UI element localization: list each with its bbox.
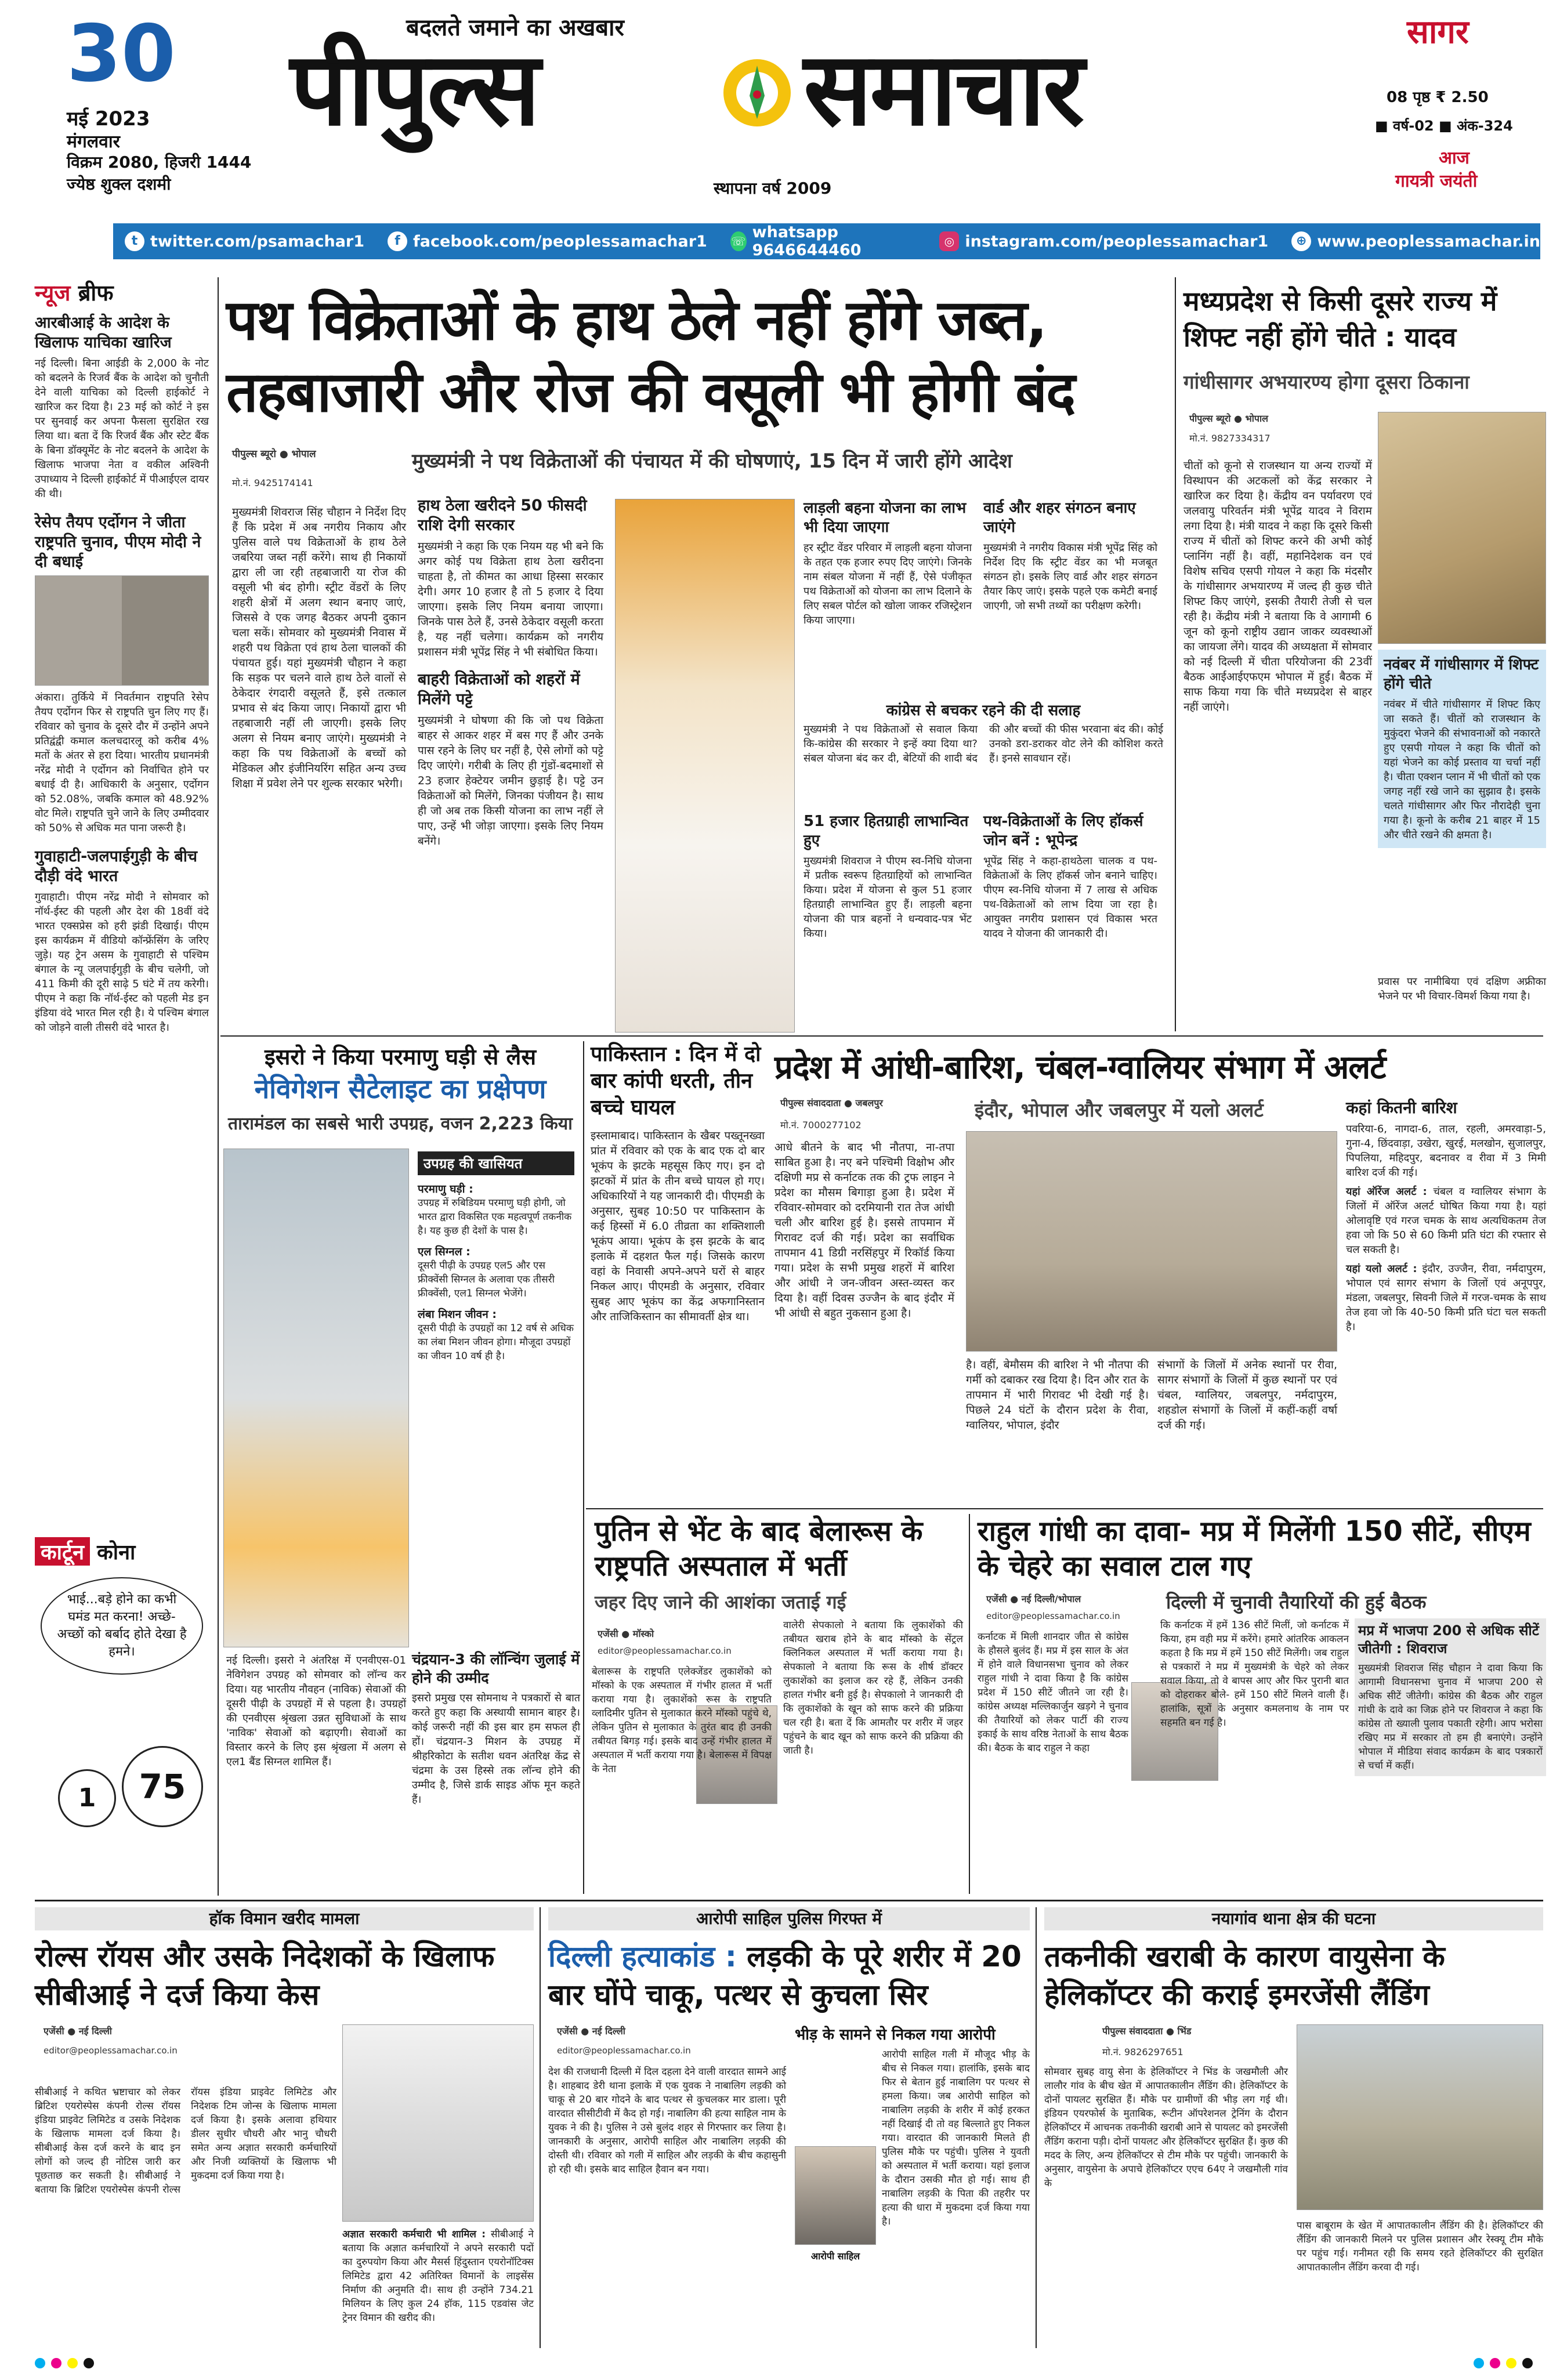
pakistan-headline: पाकिस्तान : दिन में दो बार कांपी धरती, तीन बच्चे घायल [591,1042,761,1120]
coin-big [122,1746,203,1827]
storm-mobile: मो.नं. 7000277102 [780,1120,862,1131]
lead-sub7-text: भूपेंद्र सिंह ने कहा-हाथठेला चालक व पथ-विक्रेताओं के लिए हॉकर्स जोन बनाने चाहिए। पीएम स्व-निधि योजना में 7 लाख से अधिक पथ-विक्रेताओं को लाभ दिया जा रहा है। आयुक्त नगरीय प्रशासन एवं विकास भरत यादव ने योजना की जानकारी दी। [983,855,1157,940]
orange-alert [1346,1184,1546,1257]
registration-dot [1522,2358,1533,2368]
registration-marks-left [35,2358,94,2368]
yellow-alert [1346,1262,1546,1334]
cartoon-corner [35,1537,209,1897]
social-facebook-text: facebook.com/peoplessamachar1 [413,232,707,251]
today-label: आज [1439,148,1469,168]
cartoon-title-a: कार्टून [35,1537,90,1566]
chief-minister-photo [615,499,795,1033]
social-web-text: www.peoplessamachar.in [1317,232,1540,251]
cartoon-bubble: भाई...बड़े होने का कभी घमंड मत करना! अच्छे-अच्छों को बर्बाद होते देखा है हमने। [41,1577,203,1675]
column-divider [218,277,219,1896]
cartoon-title [35,1537,209,1566]
orange-alert-text: चंबल व ग्वालियर संभाग के जिलों में ऑरेंज अलर्ट घोषित किया गया है। यहां ओलावृष्टि एवं गरज चमक के साथ अत्यधिकतम तेज हवा जो कि 50 से 60 किमी प्रति घंटा की रफ्तार से चल सकती है। [1346,1186,1546,1256]
delhi-kicker [548,1907,1030,1930]
brief-item-head: आरबीआई के आदेश के खिलाफ याचिका खारिज [35,314,172,352]
registration-dot [51,2358,61,2368]
lead-mobile: मो.नं. 9425174141 [232,477,313,488]
social-bar [113,223,1540,259]
lead-sub5-head: कांग्रेस से बचकर रहने की दी सलाह [886,702,1081,719]
coin-big-label: 75 [139,1767,186,1806]
lead-col6 [983,812,1157,941]
lead-sub2-head: बाहरी विक्रेताओं को शहरों में मिलेंगे पट्टे [418,671,580,708]
lead-sub4-text: मुख्यमंत्री ने नगरीय विकास मंत्री भूपेंद्र सिंह को निर्देश दिए कि स्ट्रीट वेंडर का भी मजबूत संगठन हो। इसके लिए वार्ड और शहर संगठन तैयार किए जाएं। इसके पहले एक कमेटी बनाई जाएगी, जो सभी तथ्यों का परीक्षण करेगी। [983,542,1157,612]
delhi-email: editor@peoplessamachar.co.in [557,2045,691,2056]
masthead [0,0,1560,220]
brief-item-head: रेसेप तैयप एर्दोगन ने जीता राष्ट्रपति चुनाव, पीएम मोदी ने दी बधाई [35,513,201,571]
social-facebook[interactable] [388,231,707,251]
rolls-kicker [35,1907,534,1930]
rahul-byline-text: एजेंसी ● नई दिल्ली/भोपाल [986,1593,1081,1604]
lead-col2 [418,496,603,849]
chandrayaan-head: चंद्रयान-3 की लॉन्चिंग जुलाई में होने की उम्मीद [412,1651,580,1686]
twitter-icon: t [125,231,144,251]
lead-sub6-head: 51 हजार हितग्राही लाभान्वित हुए [803,813,969,849]
storm-text1: आधे बीतने के बाद भी नौतपा, ना-तपा साबित हुआ है। नए बने पश्चिमी विक्षोभ और दक्षिणी मप्र से कर्नाटक तक की ट्रफ लाइन ने प्रदेश का मौसम बिगाड़ा हुआ है। प्रदेश में रविवार-सोमवार को दरमियानी रात तेज आंधी चली और बारिश हुई है। इससे तापमान में गिरावट दर्ज की गई। प्रदेश का सर्वाधिक तापमान 41 डिग्री नरसिंहपुर में रिकॉर्ड किया गया। प्रदेश के सभी प्रमुख शहरों में बारिश और आंधी ने जन-जीवन अस्त-व्यस्त कर दिया है। वहीं दिवस उज्जैन के बाद इंदौर में भी आंधी से बहुत नुकसान हुआ है। [774,1141,954,1320]
horizontal-rule [220,1035,1543,1037]
social-whatsapp-text: whatsapp 9646644460 [752,223,862,259]
putin-text1: बेलारूस के राष्ट्रपति एलेक्जेंडर लुकाशेंको को मॉस्को के एक अस्पताल में गंभीर हालत में भर्ती कराया गया है। लुकाशेंको रूस के राष्ट्रपति व्लादिमीर पुतिन से मुलाकात करने मॉस्को पहुंचे थे, लेकिन पुतिन से मुलाकात के तुरंत बाद ही उनकी तबीयत बिगड़ गई। इसके बाद उन्हें गंभीर हालत में अस्पताल में भर्ती कराया गया है। बेलारूस में विपक्ष के नेता [592,1666,772,1775]
brief-item-text: नई दिल्ली। बिना आईडी के 2,000 के नोट को बदलने के रिजर्व बैंक के आदेश को चुनौती देने वाली याचिका को दिल्ली हाईकोर्ट ने खारिज कर दिया है। 23 मई को कोर्ट ने इस पर सुनवाई कर अपना फैसला सुरक्षित रख लिया था। बता दें कि रिजर्व बैंक और स्टेट बैंक के बिना डॉक्यूमेंट के नोट बदलने के आदेश के खिलाफ भाजपा नेता व वकील अश्विनी उपाध्याय ने दिल्ली हाईकोर्ट में पीआईएल दायर की थी। [35,357,209,500]
isro-point-text: उपग्रह में रुबिडियम परमाणु घड़ी होगी, जो भारत द्वारा विकसित एक महत्वपूर्ण तकनीक है। यह कुछ ही देशों के पास है। [418,1197,572,1237]
horizontal-rule [35,1900,1543,1901]
lead-headline: पथ विक्रेताओं के हाथ ठेले नहीं होंगे जब्त, तहबाजारी और रोज की वसूली भी होगी बंद [226,288,1075,425]
putin-headline: पुतिन से भेंट के बाद बेलारूस के राष्ट्रपति अस्पताल में भर्ती [595,1515,923,1582]
rolls-byline [44,2024,218,2056]
brief-title-b: ब्रीफ [78,280,114,306]
rocket-launch-photo [223,1149,409,1647]
accused-caption: आरोपी साहिल [810,2251,860,2262]
lead-sub6-text: मुख्यमंत्री शिवराज ने पीएम स्व-निधि योजना में प्रतीक स्वरूप हितग्राहियों को लाभान्वित किया। प्रदेश में योजना से कुल 51 हजार हितग्राही लाभान्वित हुए हैं। लाड़ली बहना योजना की पात्र बहनों ने धन्यवाद-पत्र भेंट किया। [803,855,972,940]
lead-sub4-head: वार्ड और शहर संगठन बनाए जाएंगे [983,499,1136,536]
rain-box-text: पवरिया-6, नागदा-6, ताल, रहली, अमरवाड़ा-5, गुना-4, छिंदवाड़ा, उखेरा, खुरई, मलखोन, सुजालपुर, पिपलिया, महिदपुर, बदनावर व रीवा में 3 मिमी बारिश दर्ज की गई। [1346,1123,1546,1179]
heli-mobile: मो.नं. 9826297651 [1102,2046,1183,2057]
column-divider [583,1041,584,1894]
cheetah-box [1378,650,1546,848]
lead-sub3-text: हर स्ट्रीट वेंडर परिवार में लाड़ली बहना योजना के तहत एक हजार रुपए दिए जाएंगे। जिनके नाम संबल योजना में नहीं हैं, ऐसे पंजीकृत पथ विक्रेताओं को योजना का लाभ दिलाने के लिए सबल पोर्टल को खोला जाकर रजिस्ट्रेशन किया जाएगा। [803,542,972,626]
web-icon: ⊕ [1291,231,1311,251]
cheetah-col1: चीतों को कूनो से राजस्थान या अन्य राज्यों में विस्थापन की अटकलों को केंद्र सरकार ने खारिज कर दिया है। केंद्रीय वन पर्यावरण एवं जलवायु परिवर्तन मंत्री भूपेंद्र यादव ने विराम लगा दिया है। मंत्री यादव ने कहा कि दूसरे किसी राज्य में चीतों को शिफ्ट करने की अभी कोई प्लानिंग नहीं है। वहीं, महानिदेशक वन एवं विशेष सचिव एसपी गोयल ने कहा कि मंदसौर के गांधीसागर अभयारण्य में जल्द ही कुछ चीते शिफ्ट किए जाएंगे, इसकी तैयारी तेजी से चल रही है। केंद्रीय मंत्री ने बताया कि वे आगामी 6 जून को कूनो राष्ट्रीय उद्यान जाकर व्यवस्थाओं का जायजा लेंगे। यादव की अध्यक्षता में सोमवार को नई दिल्ली में चीता परियोजना की 23वीं बैठक आईआईएफएम भोपाल में हुई। बैठक में साफ किया गया कि चीते मध्यप्रदेश से बाहर नहीं जाएंगे। [1183,459,1372,713]
lead-col5 [803,812,972,941]
isro-headline: नेविगेशन सैटेलाइट का प्रक्षेपण [254,1073,546,1104]
helicopter-photo [1297,2024,1543,2210]
storm-subhead: इंदौर, भोपाल और जबलपुर में यलो अलर्ट [975,1099,1264,1121]
delhi-subhead: भीड़ के सामने से निकल गया आरोपी [795,2026,996,2044]
cheetah-byline [1189,412,1340,444]
instagram-icon: ◎ [939,231,959,251]
lead-sub1-head: हाथ ठेला खरीदने 50 फीसदी राशि देगी सरकार [418,497,587,534]
storm-photo [966,1131,1337,1352]
storm-text3: संभागों के जिलों में अनेक स्थानों पर रीवा, सागर संभागों के जिलों में कुछ स्थानों पर एवं चंबल, ग्वालियर, जबलपुर, नर्मदापुरम, शहडोल संभागों के जिलों में कहीं-कहीं वर्षा दर्ज की गई। [1157,1359,1337,1432]
lead-subhead: मुख्यमंत्री ने पथ विक्रेताओं की पंचायत में की घोषणाएं, 15 दिन में जारी होंगे आदेश [412,450,1012,473]
cheetah-subhead: गांधीसागर अभयारण्य होगा दूसरा ठिकाना [1183,371,1469,393]
isro-point [418,1181,574,1238]
column-divider [1175,277,1176,1031]
registration-marks-right [1474,2358,1533,2368]
shivraj-box [1355,1618,1546,1776]
orange-alert-head: यहां ऑरेंज अलर्ट : [1346,1186,1427,1198]
date-month: मई 2023 [67,107,150,131]
brief-item-head: गुवाहाटी-जलपाईगुड़ी के बीच दौड़ी वंदे भारत [35,847,197,885]
registration-dot [1490,2358,1500,2368]
brief-item-text: गुवाहाटी। पीएम नरेंद्र मोदी ने सोमवार को नॉर्थ-ईस्ट की पहली और देश की 18वीं वंदे भारत एक्सप्रेस को हरी झंडी दिखाई। पीएम इस कार्यक्रम में वीडियो कॉन्फ्रेंसिंग के जरिए जुड़े। यह ट्रेन असम के गुवाहाटी से पश्चिम बंगाल के न्यू जलपाईगुड़ी के बीच चलेगी, जो 411 किमी की दूरी साढ़े 5 घंटे में तय करेगी। पीएम ने कहा कि नॉर्थ-ईस्ट को पहली मेड इन इंडिया वंदे भारत मिल रही है। ये पश्चिम बंगाल को जोड़ने वाली तीसरी वंदे भारत है। [35,891,209,1034]
rahul-email: editor@peoplessamachar.co.in [986,1611,1120,1621]
isro-kicker: इसरो ने किया परमाणु घड़ी से लैस [264,1044,537,1070]
coin-small [58,1769,116,1827]
heli-text2: पास बाबूराम के खेत में आपातकालीन लैंडिंग की है। हेलिकॉप्टर की लैंडिंग की जानकारी मिलने पर पुलिस प्रशासन और रेस्क्यू टीम मौके पर पहुंच गई। गनीमत रही कि समय रहते हेलिकॉप्टर की सुरक्षित आपातकालीन लैंडिंग करवा दी गई। [1297,2220,1543,2273]
pakistan-text: इस्लामाबाद। पाकिस्तान के खैबर पख्तूनख्वा प्रांत में रविवार को एक के बाद एक दो बार भूकंप के झटके महसूस किए गए। इन दो झटकों में प्रांत के तीन बच्चे घायल हो गए। अधिकारियों ने यह जानकारी दी। पीएमडी के अनुसार, सुबह 10:50 पर पाकिस्तान के कई हिस्सों में 6.0 तीव्रता का शक्तिशाली भूकंप आया। भूकंप के इस झटके के बाद इलाके में दहशत फैल गई। जिसके कारण वहां के निवासी अपने-अपने घरों से बाहर निकल आए। पीएमडी के अनुसार, रविवार सुबह आए भूकंप का केंद्र अफगानिस्तान और ताजिकिस्तान का सीमावर्ती क्षेत्र था। [591,1129,765,1323]
putin-text2: वालेरी सेपकालो ने बताया कि लुकाशेंको की तबीयत खराब होने के बाद मॉस्को के सेंट्रल क्लिनिकल अस्पताल में भर्ती कराया गया है। सेपकालो ने बताया कि रूस के शीर्ष डॉक्टर लुकाशेंको का इलाज कर रहे हैं, लेकिन उनकी हालत गंभीर बनी हुई है। सेपकालो ने जानकारी दी कि लुकाशेंको के खून को साफ करने की प्रक्रिया चल रही है। बता दें कि आमतौर पर शरीर में जहर पहुंचने के बाद खून को साफ करने की प्रक्रिया की जाती है। [783,1620,963,1756]
delhi-kicker-text: आरोपी साहिल पुलिस गिरफ्त में [696,1909,882,1928]
rahul-text1: कर्नाटक में मिली शानदार जीत से कांग्रेस के हौसले बुलंद हैं। मप्र में इस साल के अंत में होने वाले विधानसभा चुनाव को लेकर राहुल गांधी ने दावा किया है कि कांग्रेस प्रदेश में 150 सीटें जीतने जा रही है। कांग्रेस अध्यक्ष मल्लिकार्जुन खड़गे ने चुनाव की तैयारियों को लेकर पार्टी की राज्य इकाई के साथ वरिष्ठ नेताओं के साथ बैठक की। बैठक के बाद राहुल ने कहा [978,1631,1128,1754]
rahul-subhead: दिल्ली में चुनावी तैयारियों की हुई बैठक [1166,1591,1427,1613]
rain-box [1346,1096,1546,1334]
lead-byline [232,447,406,489]
rahul-headline: राहुल गांधी का दावा- मप्र में मिलेंगी 150 सीटें, सीएम के चेहरे का सवाल टाल गए [978,1515,1531,1582]
column-divider [1036,1907,1037,2348]
rolls-kicker-text: हॉक विमान खरीद मामला [209,1909,360,1928]
paper-title-left: पीपुल्स [290,31,538,148]
paper-title-right: समाचार [803,31,1083,148]
column-divider [969,1514,970,1894]
isro-point-text: दूसरी पीढ़ी के उपग्रहों का 12 वर्ष से अधिक का लंबा मिशन जीवन होगा। मौजूदा उपग्रहों का जीवन 10 वर्ष ही है। [418,1323,574,1362]
isro-point [418,1306,574,1363]
year-issue: ■ वर्ष-02 ■ अंक-324 [1375,118,1513,134]
news-brief [35,277,209,1513]
storm-byline [780,1096,943,1131]
brief-item-text: अंकारा। तुर्किये में निवर्तमान राष्ट्रपति रेसेप तैयप एर्दोगन फिर से राष्ट्रपति चुन लिए गए हैं। रविवार को चुनाव के दूसरे दौर में उन्होंने अपने प्रतिद्वंद्वी कमाल कलचदारलू को करीब 4% मतों के अंतर से हरा दिया। भारतीय प्रधानमंत्री नरेंद्र मोदी ने एर्दोगन को निर्वाचित होने पर बधाई दी है। आधिकारी के अनुसार, एर्दोगन को 52.08%, जबकि कमाल को 48.92% वोट मिले। राष्ट्रपति चुने जाने के लिए उम्मीदवार को 50% से अधिक मत पाना जरूरी है। [35,691,209,834]
heli-text1: सोमवार सुबह वायु सेना के हेलिकॉप्टर ने भिंड के जखमौली और लालौर गांव के बीच खेत में आपातकालीन लैंडिंग की। हेलिकॉप्टर के दोनों पायलट सुरक्षित हैं। मौके पर ग्रामीणों की भीड़ लग गई थी। इंडियन एयरफोर्स के मुताबिक, रूटीन ऑपरेशनल ट्रेनिंग के दौरान हेलिकॉप्टर में आचनक तकनीकी खराबी आने से पायलट को इमरजेंसी लैंडिंग कराना पड़ी। दोनों पायलट और हेलिकॉप्टर सुरक्षित हैं। कुछ की मदद के लिए, अन्य हेलिकॉप्टर से टीम मौके पर पहुंची। जानकारी के अनुसार, वायुसेना के अपाचे हेलिकॉप्टर एएच 64ए ने जखमौली गांव के [1044,2066,1288,2189]
putin-byline [598,1627,766,1656]
coin-small-label: 1 [78,1783,96,1813]
delhi-byline [557,2024,731,2056]
brief-title-a: न्यूज [35,280,71,306]
pages-price: 08 पृष्ठ ₹ 2.50 [1387,89,1489,106]
social-twitter-text: twitter.com/psamachar1 [150,232,365,251]
isro-point-text: दूसरी पीढ़ी के उपग्रह एल5 और एस फ्रीक्वेंसी सिग्नल के अलावा एक तीसरी फ्रीक्वेंसी, एल1 सिग्नल भेजेंगे। [418,1260,555,1299]
vikram-samvat: विक्रम 2080, हिजरी 1444 [67,153,252,172]
registration-dot [35,2358,45,2368]
social-instagram[interactable] [939,231,1268,251]
shivraj-box-head: मप्र में भाजपा 200 से अधिक सीटें जीतेगी : शिवराज [1358,1622,1539,1657]
founded-year: स्थापना वर्ष 2009 [714,179,832,198]
heli-kicker [1044,1907,1543,1930]
chandrayaan-box [412,1650,580,1807]
isro-box [418,1151,574,1363]
rolls-box-text: सीबीआई ने बताया कि अज्ञात कर्मचारियों ने अपने सरकारी पदों का दुरुपयोग किया और मैसर्स हिंदुस्तान एयरोनॉटिक्स लिमिटेड द्वारा 42 अतिरिक्त विमानों के लाइसेंस निर्माण की अनुमति दी। साथ ही उन्होंने 734.21 मिलियन के लिए कुल 24 हॉक, 115 एडवांस जेट ट्रेनर विमान की खरीद की। [342,2229,534,2324]
yellow-alert-head: यहां यलो अलर्ट : [1346,1263,1417,1275]
cheetah-headline: मध्यप्रदेश से किसी दूसरे राज्य में शिफ्ट नहीं होंगे चीते : यादव [1183,285,1497,353]
tithi: ज्येष्ठ शुक्ल दशमी [67,175,171,194]
isro-point-head: परमाणु घड़ी : [418,1183,473,1196]
shivraj-box-text: मुख्यमंत्री शिवराज सिंह चौहान ने दावा किया कि आगामी विधानसभा चुनाव में भाजपा 200 से अधिक सीटें जीतेगी। कांग्रेस की बैठक और राहुल गांधी के दावे का जिक्र होने पर शिवराज ने कहा कि कांग्रेस तो ख्याली पुलाव पकाती रहेगी। आप भरोसा रखिए मप्र में सरकार तो हम ही बनाएंगे। उन्होंने भोपाल में मीडिया संवाद कार्यक्रम के बाद पत्रकारों से चर्चा में कहीं। [1358,1662,1543,1772]
accused-sahil-photo [795,2146,876,2245]
cartoon-title-b: कोना [97,1541,136,1564]
today-event: गायत्री जयंती [1395,171,1478,191]
isro-point [418,1244,574,1301]
cheetah-mobile: मो.नं. 9827334317 [1189,433,1271,444]
lead-sub1-text: मुख्यमंत्री ने कहा कि एक नियम यह भी बने कि अगर कोई पथ विक्रेता हाथ ठेला खरीदना चाहता है, तो कीमत का आधा हिस्सा सरकार देगी। अगर 10 हजार है तो 5 हजार दे दिया जाएगा। इसके लिए नियम बनाया जाएगा। जिनके पास ठेले हैं, उनसे ठेकेदार वसूली करता है, यह नहीं चलेगा। कार्यक्रम को नगरीय प्रशासन मंत्री भूपेंद्र सिंह ने भी संबोधित किया। [418,540,603,658]
social-web[interactable] [1291,231,1540,251]
lead-sub7-head: पथ-विक्रेताओं के लिए हॉकर्स जोन बनें : भूपेन्द्र [983,813,1143,849]
isro-point-head: लंबा मिशन जीवन : [418,1308,497,1321]
registration-dot [67,2358,78,2368]
cheetah-byline-text: पीपुल्स ब्यूरो ● भोपाल [1189,413,1269,424]
delhi-head-b: लड़की के पूरे शरीर में 20 बार घोंपे चाकू, पत्थर से कुचला सिर [548,1940,1022,2012]
tagline: बदलते जमाने का अखबार [406,15,624,41]
rolls-box [342,2227,534,2325]
social-twitter[interactable] [125,231,364,251]
isro-box-title: उपग्रह की खासियत [418,1151,574,1175]
storm-text2: है। वहीं, बेमौसम की बारिश ने भी नौतपा की गर्मी को दबाकर रख दिया है। दिन और रात के तापमान में भारी गिरावट भी देखी गई है। पिछले 24 घंटों के दौरान प्रदेश के रीवा, ग्वालियर, भोपाल, इंदौर [966,1359,1149,1432]
yellow-alert-text: इंदौर, उज्जैन, रीवा, नर्मदापुरम, भोपाल एवं सागर संभाग के जिलों एवं अनूपपुर, मंडला, जबलपुर, सिवनी जिले में गरज-चमक के साथ तेज हवा जो कि 40-50 किमी प्रति घंटा चल सकती है। [1346,1263,1546,1333]
weekday: मंगलवार [67,132,120,152]
cheetah-box-head: नवंबर में गांधीसागर में शिफ्ट होंगे चीते [1384,656,1539,693]
erdogan-modi-photo [35,575,209,686]
heli-headline: तकनीकी खराबी के कारण वायुसेना के हेलिकॉप्टर की कराई इमरजेंसी लैंडिंग [1044,1940,1445,2012]
heli-byline-text: पीपुल्स संवाददाता ● भिंड [1102,2026,1192,2037]
city-edition: सागर [1407,13,1469,51]
putin-byline-text: एजेंसी ● मॉस्को [598,1628,654,1639]
logo-pen-icon [719,55,795,131]
rolls-byline-text: एजेंसी ● नई दिल्ली [44,2026,112,2037]
isro-subhead: तारामंडल का सबसे भारी उपग्रह, वजन 2,223 किया [228,1114,573,1134]
lead-col3 [803,499,972,628]
storm-headline: प्रदेश में आंधी-बारिश, चंबल-ग्वालियर संभाग में अलर्ट [774,1049,1386,1086]
registration-dot [1506,2358,1516,2368]
rahul-byline [986,1592,1160,1621]
lead-col1: मुख्यमंत्री शिवराज सिंह चौहान ने निर्देश दिए हैं कि प्रदेश में अब नगरीय निकाय और पुलिस वाले पथ विक्रेताओं के हाथ ठेले जबरिया जब्त नहीं करेंगे। साथ ही निकायों द्वारा ली जा रही तहबाजारी या रोज की वसूली भी बंद होगी। स्ट्रीट वेंडरों के लिए शहरी क्षेत्रों में अलग स्थान बनाए जाएं, जिससे वे एक जगह बैठकर अपनी दुकान चला सकें। सोमवार को मुख्यमंत्री निवास में शहरी पथ विक्रेता एवं हाथ ठेला चालकों की पंचायत हुई। यहां मुख्यमंत्री चौहान ने कहा कि सड़क पर चलने वाले हाथ ठेले वालों से ठेकेदार रंगदारी वसूलते हैं, इसे तत्काल प्रभाव से बंद किया जाए। निकायों द्वारा भी तहबाजारी नहीं ली जाएगी। इसके लिए अलग से नियम बनाए जाएंगे। मुख्यमंत्री ने कहा कि पथ विक्रेताओं के बच्चों को मेडिकल और इंजीनियरिंग सहित अन्य उच्च शिक्षा में प्रवेश लेने पर शुल्क सरकार भरेगी। [232,506,406,790]
rolls-email: editor@peoplessamachar.co.in [44,2045,178,2056]
isro-point-head: एल सिग्नल : [418,1245,470,1258]
date-day: 30 [67,8,176,99]
cheetah-tail: प्रवास पर नामीबिया एवं दक्षिण अफ्रीका भेजने पर भी विचार-विमर्श किया गया है। [1378,976,1546,1002]
registration-dot [1474,2358,1484,2368]
rahul-text2: कि कर्नाटक में हमें 136 सीटें मिलीं, जो कर्नाटक में किया, हम वही मप्र में करेंगे। हमारे आंतरिक आकलन कहता है कि मप्र में हमें 150 सीटें मिलेंगी। जब राहुल से पत्रकारों ने मप्र में मुख्यमंत्री के चेहरे को लेकर सवाल किया, तो वे बापस आए और फिर पुरानी बात को दोहराकर बोले- हमें 150 सीटें मिलने वाली हैं। हालांकि, सूत्रों के अनुसार कमलनाथ के नाम पर सहमति बन गई है। [1160,1620,1349,1729]
putin-subhead: जहर दिए जाने की आशंका जताई गई [595,1591,846,1613]
heli-byline [1102,2024,1276,2058]
chandrayaan-text: इसरो प्रमुख एस सोमनाथ ने पत्रकारों से बात करते हुए कहा कि अस्थायी सामान बाहर है। कोई जरूरी नहीं की इस बार हम सफल ही हों। चंद्रयान-3 मिशन के उपग्रह में श्रीहरिकोटा के सतीश धवन अंतरिक्ष केंद्र से चंद्रमा के उस हिस्से तक लॉन्च होने की उम्मीद है, जिसे डार्क साइड ऑफ मून कहते हैं। [412,1692,580,1806]
storm-byline-text: पीपुल्स संवाददाता ● जबलपुर [780,1097,883,1109]
column-divider [540,1907,541,2348]
rolls-headline: रोल्स रॉयस और उसके निदेशकों के खिलाफ सीबीआई ने दर्ज किया केस [35,1940,495,2012]
rolls-box-head: अज्ञात सरकारी कर्मचारी भी शामिल : [342,2229,486,2240]
cheetah-photo [1378,412,1546,644]
rolls-text1: सीबीआई ने कथित भ्रष्टाचार को लेकर ब्रिटिश एयरोस्पेस कंपनी रोल्स रॉयस इंडिया प्राइवेट लिमिटेड व उसके निदेशक के खिलाफ मामला दर्ज किया है। सीबीआई केस दर्ज करने के बाद इन लोगों को जल्द ही नोटिस जारी कर पूछताछ कर सकती है। सीबीआई ने बताया कि ब्रिटिश एयरोस्पेस कंपनी रोल्स रॉयस इंडिया प्राइवेट लिमिटेड और निदेशक टिम जोन्स के खिलाफ मामला दर्ज किया है। इसके अलावा हथियार डीलर सुधीर चौधरी और भानु चौधरी समेत अन्य अज्ञात सरकारी कर्मचारियों और निजी व्यक्तियों के खिलाफ भी मुकदमा दर्ज किया गया है। [35,2086,336,2196]
whatsapp-icon: ☏ [730,231,747,251]
lead-col4 [983,499,1157,613]
delhi-byline-text: एजेंसी ● नई दिल्ली [557,2026,625,2037]
heli-kicker-text: नयागांव थाना क्षेत्र की घटना [1211,1909,1376,1928]
social-instagram-text: instagram.com/peoplessamachar1 [965,232,1269,251]
brief-title [35,277,209,307]
social-whatsapp[interactable] [730,223,917,259]
delhi-text1: देश की राजधानी दिल्ली में दिल दहला देने वाली वारदात सामने आई है। शाहबाद डेरी थाना इलाके में एक युवक ने नाबालिग लड़की को चाकू से 20 बार गोदने के बाद पत्थर से कुचलकर मार डाला। पूरी वारदात सीसीटीवी में कैद हो गई। नाबालिग की हत्या साहिल नाम के युवक ने की है। पुलिस ने उसे बुलंद शहर से गिरफ्तार कर लिया है। जानकारी के अनुसार, आरोपी साहिल और नाबालिग लड़की की दोस्ती थी। रविवार को गली में साहिल और लड़की के बीच कहासुनी हो रही थी। इसके बाद साहिल हैवान बन गया। [548,2066,786,2175]
delhi-headline [548,1937,1030,2014]
lead-sub2-text: मुख्यमंत्री ने घोषणा की कि जो पथ विक्रेता बाहर से आकर शहर में बस गए हैं और उनके पास रहने के लिए घर नहीं है, ऐसे लोगों को पट्टे दिए जाएंगे। गरीबी के लिए ही गुंडों-बदमाशों से 23 हजार हेक्टेयर जमीन छुड़ाई है। पट्टे उन विक्रेताओं को मिलेंगे, जिनका पंजीयन है। साथ ही जो अब तक किसी योजना का लाभ नहीं ले पाए, उन्हें भी जोड़ा जाएगा। इसके लिए नियम बनेंगे। [418,714,603,847]
facebook-icon: f [388,231,407,251]
lead-byline-text: पीपुल्स ब्यूरो ● भोपाल [232,448,316,460]
cheetah-box-text: नवंबर में चीते गांधीसागर में शिफ्ट किए जा सकते हैं। चीतों को राजस्थान के मुकुंदरा भेजने की संभावनाओं को नकारते हुए एसपी गोयल ने कहा कि चीतों को यहां भेजने का कोई प्रस्ताव या चर्चा नहीं है। चीता एक्शन प्लान में भी चीतों को एक जगह नहीं रखे जाने का सुझाव है। इसके चलते गांधीसागर और फिर नौरादेही चुना गया है। कूनो के करीब 21 बाहर में 15 और चीते रखने की क्षमता है। [1384,698,1540,841]
delhi-head-a: दिल्ली हत्याकांड : [548,1940,737,1973]
rolls-royce-photo [342,2024,534,2222]
registration-dot [84,2358,94,2368]
isro-text: नई दिल्ली। इसरो ने अंतरिक्ष में एनवीएस-01 नेविगेशन उपग्रह को सोमवार को लॉन्च कर दिया। यह भारतीय नौवहन (नाविक) सेवाओं की दूसरी पीढ़ी के उपग्रहों में से पहला है। उपग्रहों की एनवीएस श्रृंखला उन्नत सुविधाओं के साथ 'नाविक' सेवाओं को बढ़ाएगी। सेवाओं का विस्तार करने के लिए इस श्रृंखला में अलग से एल1 बैंड सिग्नल शामिल हैं। [226,1654,406,1768]
putin-email: editor@peoplessamachar.co.in [598,1646,732,1656]
rain-box-head: कहां कितनी बारिश [1346,1098,1457,1117]
horizontal-rule [586,1508,1543,1509]
lead-sub3-head: लाड़ली बहना योजना का लाभ भी दिया जाएगा [803,499,967,536]
delhi-text2: आरोपी साहिल गली में मौजूद भीड़ के बीच से निकल गया। हालांकि, इसके बाद फिर से बेतान हुई नाबालिग पर पत्थर से हमला किया। जब आरोपी साहिल को नाबालिग लड़की के शरीर में कोई हरकत नहीं दिखाई दी तो वह बिल्लाते हुए निकल गया। वारदात की जानकारी मिलते ही पुलिस मौके पर पहुंची। पुलिस ने युवती को अस्पताल में भर्ती कराया। यहां इलाज के दौरान उसकी मौत हो गई। साथ ही नाबालिग लड़की के पिता की तहरीर पर हत्या की धारा में मुकदमा दर्ज किया गया है। [882,2049,1030,2227]
lead-sub5-text: मुख्यमंत्री ने पथ विक्रेताओं से सवाल किया कि-कांग्रेस की सरकार ने इन्हें क्या दिया था? संबल योजना बंद कर दी, बेटियों की शादी बंद की और बच्चों की फीस भरवाना बंद की। कोई उनको डरा-डराकर वोट लेने की कोशिश करते हैं। इनसे सावधान रहें। [803,723,1163,765]
